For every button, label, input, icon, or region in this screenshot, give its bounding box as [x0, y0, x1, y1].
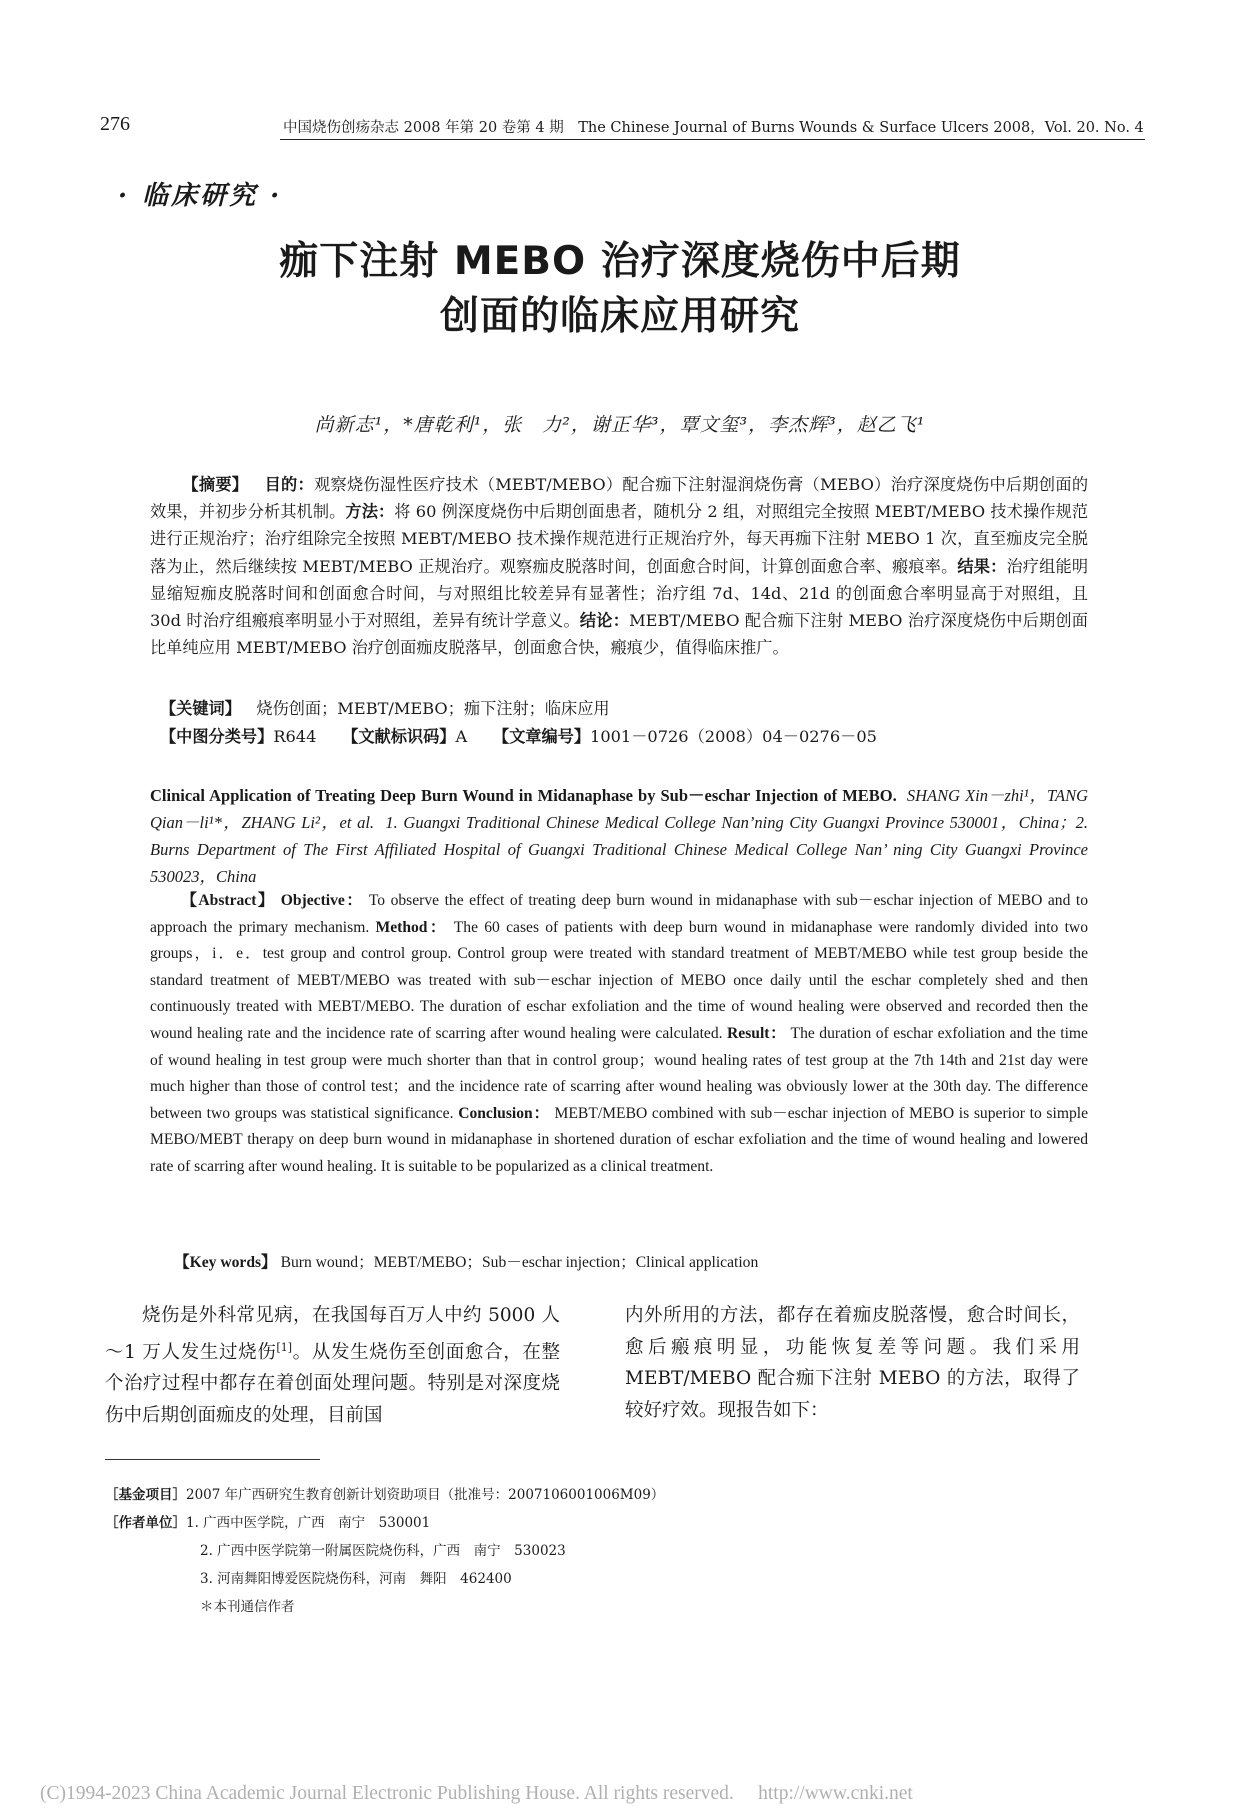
fund-label: ［基金项目］ — [105, 1487, 186, 1503]
doc-code-label: 【文献标识码】 — [342, 727, 456, 746]
body-column-right: 内外所用的方法，都存在着痂皮脱落慢，愈合时间长，愈后瘢痕明显，功能恢复差等问题。我们采用 MEBT/MEBO 配合痂下注射 MEBO 的方法，取得了较好疗效。现报告如下： — [625, 1305, 1080, 1421]
result-label: 结果： — [957, 556, 1007, 576]
english-keywords — [174, 1250, 1084, 1272]
chinese-abstract — [150, 471, 1088, 661]
classification-line — [160, 723, 877, 747]
fund-value: 2007 年广西研究生教育创新计划资助项目（批准号：2007106001006M09） — [186, 1487, 665, 1503]
en-keywords-value: Burn wound；MEBT/MEBO；Sub－eschar injection；Clinical application — [280, 1254, 759, 1271]
en-result-label: Result： — [727, 1024, 787, 1042]
body-left-text-a: 烧伤是外科常见病，在我国每百万人中约 5000 人～1 万人发生过烧伤 — [105, 1305, 560, 1363]
en-objective-label: Objective： — [280, 892, 364, 909]
en-conclusion-text: MEBT/MEBO combined with sub－eschar injection of MEBO is superior to simple MEBO/MEBT therapy on deep burn wound in midanaphase in shortened duration of eschar exfoliation and the time of wound healing and lowered rate of scarring after wound healing. It is suitable to be popularized as a clinical treatment. — [150, 1104, 1089, 1175]
footnote-unit-1 — [105, 1511, 430, 1531]
method-text: 将 60 例深度烧伤中后期创面患者，随机分 2 组，对照组完全按照 MEBT/MEBO 技术操作规范进行正规治疗；治疗组除完全按照 MEBT/MEBO 技术操作规范进行正规治疗外，每天再痂下注射 MEBO 1 次，直至痂皮完全脱落为止，然后继续按 MEBT/MEBO 正规治疗。观察痂皮脱落时间，创面愈合时间，计算创面愈合率、瘢痕率。 — [150, 502, 1089, 576]
footnote-unit-2: 2. 广西中医学院第一附属医院烧伤科，广西 南宁 530023 — [200, 1543, 566, 1559]
body-left-text-b: 。从发生烧伤至创面愈合，在整个治疗过程中都存在着创面处理问题。特别是对深度烧伤中后期创面痂皮的处理，目前国 — [105, 1341, 560, 1426]
section-label: · 临床研究 · — [118, 181, 283, 211]
footnote-unit-3: 3. 河南舞阳博爱医院烧伤科，河南 舞阳 462400 — [200, 1571, 512, 1587]
english-title-block — [150, 782, 1088, 890]
english-abstract — [150, 888, 1088, 1181]
en-method-text: The 60 cases of patients with deep burn wound in midanaphase were randomly divided into two groups，i．e．test group and control group. Control group were treated with standard treatment of MEBT/MEBO while test group beside the standard treatment of MEBT/MEBO was treated with sub－eschar injection of MEBO once daily until the eschar completely shed and then continuously treated with MEBT/MEBO. The duration of eschar exfoliation and the time of wound healing were observed and recorded then the wound healing rate and the incidence rate of scarring after wound healing were calculated. — [150, 918, 1088, 1042]
objective-label: 目的： — [264, 475, 314, 494]
article-no-value: 1001－0726（2008）04－0276－05 — [590, 727, 877, 746]
article-title-line-1: 痂下注射 MEBO 治疗深度烧伤中后期 — [279, 239, 961, 284]
keywords-cn — [160, 695, 610, 719]
authors: 尚新志¹，*唐乾利¹，张 力²，谢正华³，覃文玺³，李杰辉³，赵乙飞¹ — [314, 414, 926, 436]
header-rule — [280, 139, 1145, 140]
article-title-line-2: 创面的临床应用研究 — [439, 294, 800, 339]
citation-ref: [1] — [276, 1340, 293, 1354]
abstract-label: 【摘要】 — [182, 475, 249, 494]
footnote-rule — [105, 1459, 320, 1461]
journal-header: 中国烧伤创疡杂志 2008 年第 20 卷第 4 期 The Chinese Journal of Burns Wounds & Surface Ulcers 2008，Vol. 20. No. 4 — [283, 120, 1144, 136]
keywords-value: 烧伤创面；MEBT/MEBO；痂下注射；临床应用 — [256, 699, 610, 718]
conclusion-label: 结论： — [579, 611, 630, 631]
page-number: 276 — [100, 113, 130, 135]
unit-label: ［作者单位］ — [105, 1515, 186, 1531]
english-affiliations: 1. Guangxi Traditional Chinese Medical College Nan’ning City Guangxi Province 530001，China；2. Burns Department of The First Affiliated Hospital of Guangxi Traditional Chinese Medical College Nan’ ning City Guangxi Province 530023，China — [150, 813, 1088, 886]
en-keywords-label: 【Key words】 — [174, 1254, 277, 1271]
footnote-corresponding: ＊本刊通信作者 — [200, 1599, 295, 1615]
en-result-text: The duration of eschar exfoliation and the time of wound healing in test group were much shorter than that in control group；wound healing rates of test group at the 7th 14th and 21st day were much higher than those of control test；and the incidence rate of scarring after wound healing was obviously lower at the 30th day. The difference between two groups was statistical significance. — [150, 1024, 1088, 1122]
en-method-label: Method： — [375, 918, 448, 936]
keywords-label: 【关键词】 — [160, 699, 241, 718]
english-title: Clinical Application of Treating Deep Burn Wound in Midanaphase by Sub－eschar Injection of MEBO. — [150, 786, 897, 805]
clc-value: R644 — [273, 727, 317, 746]
unit-1-value: 1. 广西中医学院，广西 南宁 530001 — [186, 1515, 431, 1531]
clc-label: 【中图分类号】 — [160, 727, 274, 746]
en-conclusion-label: Conclusion： — [458, 1104, 550, 1122]
footnote-fund — [105, 1483, 664, 1503]
copyright-notice: (C)1994-2023 China Academic Journal Electronic Publishing House. All rights reserved. http://www.cnki.net — [40, 1783, 913, 1804]
en-objective-text: To observe the effect of treating deep burn wound in midanaphase with sub－eschar injection of MEBO and to approach the primary mechanism. — [150, 892, 1089, 936]
objective-text: 观察烧伤湿性医疗技术（MEBT/MEBO）配合痂下注射湿润烧伤膏（MEBO）治疗深度烧伤中后期创面的效果，并初步分析其机制。 — [150, 475, 1089, 522]
en-abstract-label: 【Abstract】 — [181, 892, 276, 909]
doc-code-value: A — [455, 727, 468, 746]
body-column-left — [105, 1300, 560, 1431]
article-no-label: 【文章编号】 — [492, 727, 591, 746]
result-text: 治疗组能明显缩短痂皮脱落时间和创面愈合时间，与对照组比较差异有显著性；治疗组 7d、14d、21d 的创面愈合率明显高于对照组，且 30d 时治疗组瘢痕率明显小于对照组，差异有统计学意义。 — [150, 556, 1089, 631]
english-authors: SHANG Xin－zhi¹，TANG Qian－li¹*，ZHANG Li²，et al. — [150, 786, 1089, 832]
method-label: 方法： — [345, 502, 395, 522]
conclusion-text: MEBT/MEBO 配合痂下注射 MEBO 治疗深度烧伤中后期创面比单纯应用 MEBT/MEBO 治疗创面痂皮脱落早，创面愈合快，瘢痕少，值得临床推广。 — [150, 611, 1088, 658]
